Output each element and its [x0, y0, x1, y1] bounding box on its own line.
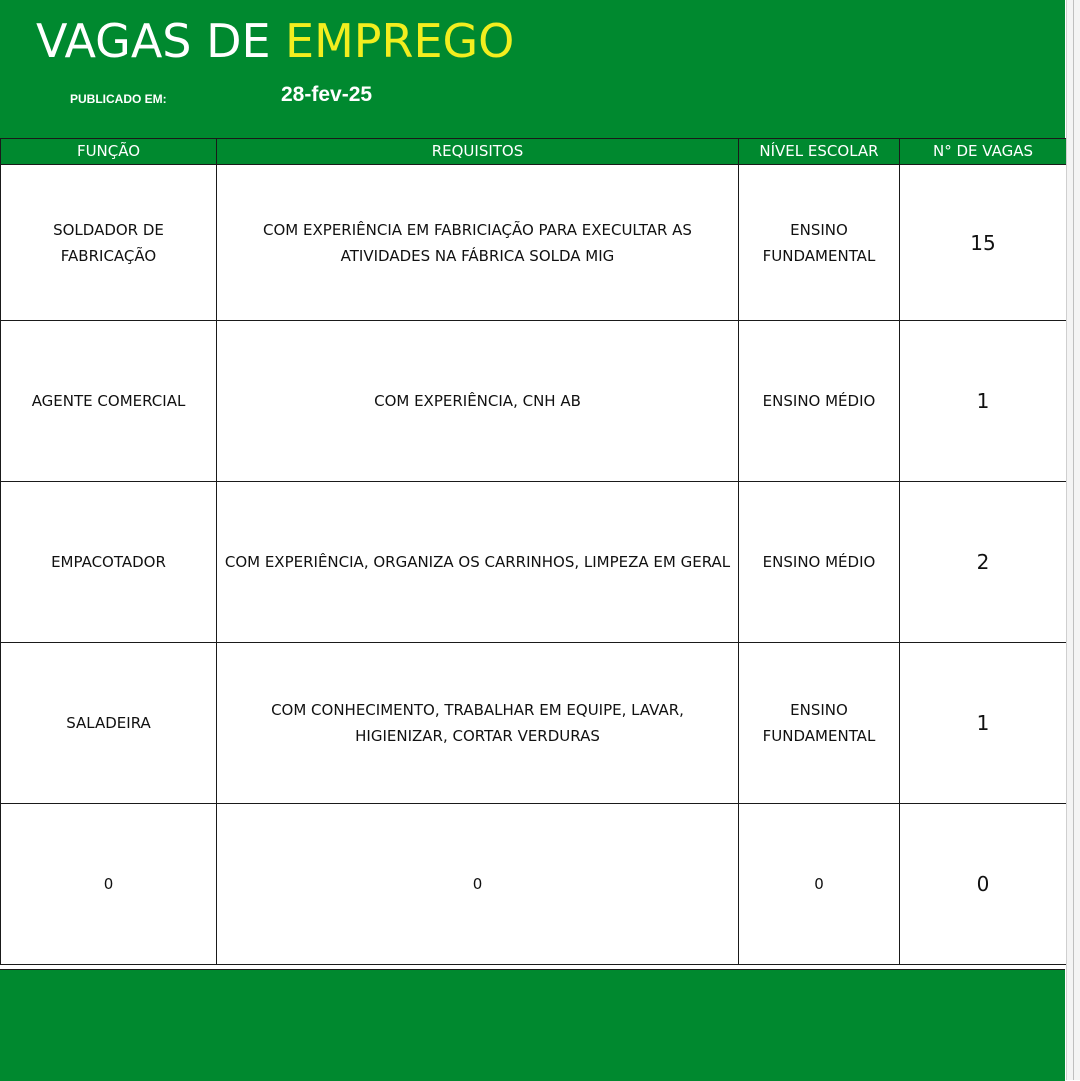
- table-row: [1, 482, 1067, 643]
- cell-requisitos: COM EXPERIÊNCIA, CNH AB: [217, 321, 739, 482]
- cell-funcao: 0: [1, 804, 217, 965]
- column-header-requisitos: REQUISITOS: [217, 139, 739, 165]
- table-header-row: [1, 139, 1067, 165]
- cell-numero-vagas: 1: [900, 321, 1067, 482]
- cell-funcao: SOLDADOR DE FABRICAÇÃO: [1, 165, 217, 321]
- title-emprego: EMPREGO: [285, 14, 515, 68]
- cell-requisitos: COM EXPERIÊNCIA, ORGANIZA OS CARRINHOS, LIMPEZA EM GERAL: [217, 482, 739, 643]
- table-row: [1, 321, 1067, 482]
- cell-requisitos: COM CONHECIMENTO, TRABALHAR EM EQUIPE, LAVAR, HIGIENIZAR, CORTAR VERDURAS: [217, 643, 739, 804]
- cell-nivel-escolar: 0: [739, 804, 900, 965]
- header-banner: [0, 0, 1065, 139]
- column-header-funcao: FUNÇÃO: [1, 139, 217, 165]
- cell-numero-vagas: 15: [900, 165, 1067, 321]
- cell-nivel-escolar: ENSINO FUNDAMENTAL: [739, 165, 900, 321]
- cell-requisitos: 0: [217, 804, 739, 965]
- cell-numero-vagas: 2: [900, 482, 1067, 643]
- column-header-nivel-escolar: NÍVEL ESCOLAR: [739, 139, 900, 165]
- published-date: 28-fev-25: [281, 83, 373, 106]
- published-label: PUBLICADO EM:: [70, 92, 167, 106]
- table-row: [1, 165, 1067, 321]
- cell-nivel-escolar: ENSINO FUNDAMENTAL: [739, 643, 900, 804]
- cell-funcao: SALADEIRA: [1, 643, 217, 804]
- column-header-numero-vagas: N° DE VAGAS: [900, 139, 1067, 165]
- cell-funcao: AGENTE COMERCIAL: [1, 321, 217, 482]
- footer-banner: [0, 969, 1065, 1081]
- sheet-right-margin-line: [1073, 0, 1074, 1080]
- cell-numero-vagas: 1: [900, 643, 1067, 804]
- cell-numero-vagas: 0: [900, 804, 1067, 965]
- title-vagas-de: VAGAS DE: [36, 14, 271, 68]
- jobs-table: [0, 138, 1067, 965]
- cell-funcao: EMPACOTADOR: [1, 482, 217, 643]
- cell-nivel-escolar: ENSINO MÉDIO: [739, 482, 900, 643]
- cell-requisitos: COM EXPERIÊNCIA EM FABRICIAÇÃO PARA EXECULTAR AS ATIVIDADES NA FÁBRICA SOLDA MIG: [217, 165, 739, 321]
- table-row: [1, 643, 1067, 804]
- table-row: [1, 804, 1067, 965]
- cell-nivel-escolar: ENSINO MÉDIO: [739, 321, 900, 482]
